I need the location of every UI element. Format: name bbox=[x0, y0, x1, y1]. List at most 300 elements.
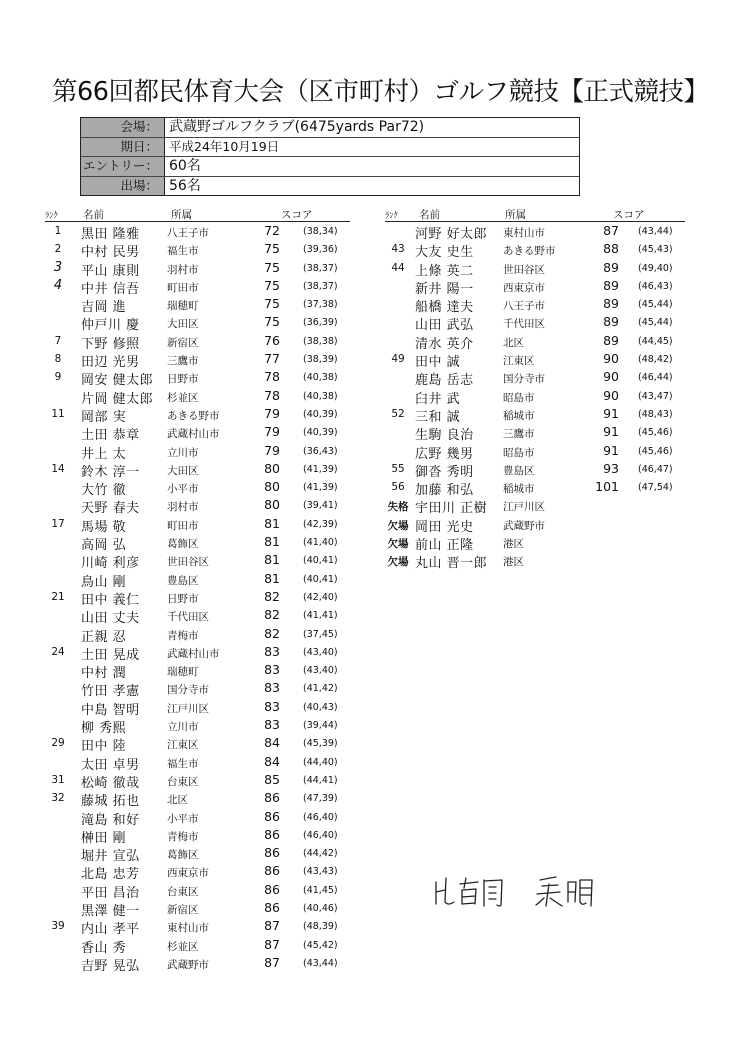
total-score: 86 bbox=[264, 808, 280, 824]
player-name: 中島 智明 bbox=[81, 702, 140, 718]
total-score: 89 bbox=[603, 332, 619, 348]
column-header bbox=[385, 207, 685, 222]
player-club: 福生市 bbox=[167, 245, 199, 258]
player-club: 稲城市 bbox=[503, 483, 535, 496]
total-score: 83 bbox=[264, 698, 280, 714]
half-scores: (47,39) bbox=[303, 793, 338, 805]
header-club: 所属 bbox=[505, 209, 526, 221]
player-club: 葛飾区 bbox=[167, 538, 199, 551]
player-name: 鈴木 淳一 bbox=[81, 464, 140, 480]
player-name: 井上 太 bbox=[81, 446, 127, 462]
info-label: 期日： bbox=[81, 138, 165, 157]
half-scores: (38,34) bbox=[303, 226, 338, 237]
player-club: 台東区 bbox=[167, 885, 199, 898]
rank-cell: 11 bbox=[51, 407, 65, 420]
result-row bbox=[385, 533, 685, 554]
total-score: 75 bbox=[264, 241, 280, 257]
player-club: 西東京市 bbox=[503, 281, 545, 294]
player-club: 国分寺市 bbox=[167, 684, 209, 697]
player-club: あきる野市 bbox=[167, 409, 220, 422]
half-scores: (49,40) bbox=[638, 262, 673, 274]
player-name: 吉野 晃弘 bbox=[81, 958, 140, 974]
player-name: 鳥山 剛 bbox=[81, 574, 127, 590]
rank-cell: 43 bbox=[391, 243, 405, 256]
player-club: 三鷹市 bbox=[167, 355, 199, 368]
total-score: 91 bbox=[603, 424, 619, 440]
player-club: 江東区 bbox=[167, 739, 199, 752]
total-score: 80 bbox=[264, 479, 280, 495]
result-row bbox=[45, 460, 350, 478]
results-list-left bbox=[45, 222, 350, 972]
player-name: 下野 修照 bbox=[81, 336, 140, 352]
total-score: 81 bbox=[264, 552, 280, 568]
half-scores: (38,37) bbox=[303, 280, 338, 292]
half-scores: (45,43) bbox=[638, 244, 673, 256]
half-scores: (45,44) bbox=[638, 317, 673, 329]
result-row bbox=[385, 222, 685, 240]
total-score: 75 bbox=[264, 259, 280, 275]
result-row bbox=[385, 442, 685, 460]
total-score: 81 bbox=[264, 515, 280, 531]
half-scores: (37,45) bbox=[303, 628, 338, 640]
half-scores: (38,39) bbox=[303, 354, 338, 366]
player-name: 土田 恭章 bbox=[81, 428, 140, 444]
player-name: 仲戸川 慶 bbox=[81, 318, 140, 334]
player-name: 平山 康則 bbox=[81, 263, 140, 279]
player-name: 柳 秀熙 bbox=[81, 721, 127, 737]
total-score: 86 bbox=[264, 845, 280, 861]
player-club: 台東区 bbox=[167, 775, 199, 788]
player-name: 馬場 敬 bbox=[81, 519, 127, 535]
half-scores: (48,43) bbox=[638, 408, 673, 420]
result-row bbox=[385, 277, 685, 295]
half-scores: (38,38) bbox=[303, 335, 338, 347]
half-scores: (36,43) bbox=[303, 445, 338, 457]
player-name: 田中 陸 bbox=[81, 739, 127, 755]
result-row bbox=[385, 259, 685, 277]
player-club: 瑞穂町 bbox=[167, 300, 199, 313]
half-scores: (46,40) bbox=[303, 811, 338, 823]
player-name: 岡安 健太郎 bbox=[81, 373, 154, 389]
header-rank: ﾗﾝｸ bbox=[385, 211, 398, 221]
total-score: 87 bbox=[264, 936, 280, 952]
result-row bbox=[45, 661, 350, 682]
header-score: スコア bbox=[281, 209, 313, 221]
half-scores: (43,40) bbox=[303, 665, 338, 677]
player-club: 千代田区 bbox=[503, 318, 545, 331]
half-scores: (43,44) bbox=[638, 226, 673, 237]
player-club: 稲城市 bbox=[503, 409, 535, 422]
result-row bbox=[45, 679, 350, 700]
half-scores: (42,39) bbox=[303, 518, 338, 530]
half-scores: (45,42) bbox=[303, 939, 338, 951]
result-row bbox=[45, 240, 350, 261]
info-row-venue bbox=[81, 118, 579, 138]
half-scores: (45,39) bbox=[303, 738, 338, 750]
player-name: 大竹 徹 bbox=[81, 483, 127, 499]
player-club: 武蔵野市 bbox=[503, 519, 545, 532]
result-row bbox=[45, 478, 350, 499]
half-scores: (46,40) bbox=[303, 829, 338, 841]
rank-cell: 3 bbox=[53, 259, 63, 275]
player-name: 黒田 隆雅 bbox=[81, 227, 140, 242]
half-scores: (41,42) bbox=[303, 683, 338, 695]
player-club: 世田谷区 bbox=[503, 263, 545, 276]
result-row bbox=[45, 753, 350, 771]
player-name: 岡田 光史 bbox=[415, 519, 474, 535]
player-club: 東村山市 bbox=[503, 227, 545, 239]
total-score: 79 bbox=[264, 405, 280, 421]
player-name: 大友 史生 bbox=[415, 245, 474, 261]
player-club: 千代田区 bbox=[167, 611, 209, 624]
half-scores: (40,43) bbox=[303, 701, 338, 713]
result-row bbox=[45, 387, 350, 405]
rank-cell: 失格 bbox=[387, 501, 409, 514]
total-score: 87 bbox=[603, 223, 619, 238]
rank-cell: 14 bbox=[51, 462, 65, 475]
player-club: 八王子市 bbox=[167, 227, 209, 239]
player-club: 日野市 bbox=[167, 373, 199, 386]
player-club: 小平市 bbox=[167, 483, 199, 496]
half-scores: (45,46) bbox=[638, 427, 673, 439]
rank-cell: 4 bbox=[53, 277, 63, 293]
player-name: 田辺 光男 bbox=[81, 355, 140, 371]
total-score: 75 bbox=[264, 277, 280, 293]
player-name: 松崎 徹哉 bbox=[81, 775, 140, 791]
result-row bbox=[45, 881, 350, 899]
player-club: 大田区 bbox=[167, 464, 199, 477]
page-title: 第66回都民体育大会（区市町村）ゴルフ競技【正式競技】 bbox=[52, 77, 709, 107]
player-name: 土田 晃成 bbox=[81, 647, 140, 663]
header-name: 名前 bbox=[419, 209, 440, 221]
total-score: 84 bbox=[264, 753, 280, 769]
half-scores: (43,44) bbox=[303, 957, 338, 969]
player-club: 北区 bbox=[503, 336, 524, 349]
player-name: 田中 義仁 bbox=[81, 592, 140, 608]
half-scores: (46,47) bbox=[638, 463, 673, 475]
result-row bbox=[45, 625, 350, 643]
player-name: 竹田 孝憲 bbox=[81, 684, 140, 700]
half-scores: (40,38) bbox=[303, 390, 338, 402]
player-name: 岡部 実 bbox=[81, 409, 127, 425]
total-score: 78 bbox=[264, 369, 280, 385]
player-club: あきる野市 bbox=[503, 245, 556, 258]
player-name: 臼井 武 bbox=[415, 391, 461, 407]
player-name: 船橋 達夫 bbox=[415, 300, 474, 316]
rank-cell: 1 bbox=[54, 225, 62, 237]
rank-cell: 8 bbox=[54, 353, 62, 366]
rank-cell: 9 bbox=[54, 371, 62, 384]
rank-cell: 32 bbox=[51, 792, 65, 805]
total-score: 83 bbox=[264, 662, 280, 678]
results-list-right bbox=[385, 222, 685, 570]
player-club: 国分寺市 bbox=[503, 373, 545, 386]
player-club: 新宿区 bbox=[167, 336, 199, 349]
result-row bbox=[45, 954, 350, 972]
half-scores: (36,39) bbox=[303, 317, 338, 329]
half-scores: (48,39) bbox=[303, 921, 338, 933]
player-name: 丸山 晋一郎 bbox=[415, 556, 488, 572]
player-club: 世田谷区 bbox=[167, 556, 209, 569]
half-scores: (38,37) bbox=[303, 262, 338, 274]
result-row bbox=[45, 588, 350, 606]
total-score: 88 bbox=[603, 241, 619, 257]
player-club: 青梅市 bbox=[167, 629, 199, 642]
total-score: 89 bbox=[603, 259, 619, 275]
player-name: 前山 正隆 bbox=[415, 538, 474, 554]
player-club: 江戸川区 bbox=[503, 501, 545, 514]
total-score: 91 bbox=[603, 442, 619, 458]
info-label: 出場： bbox=[81, 177, 165, 196]
total-score: 101 bbox=[595, 479, 619, 495]
total-score: 91 bbox=[603, 405, 619, 421]
half-scores: (40,39) bbox=[303, 427, 338, 439]
half-scores: (44,41) bbox=[303, 774, 338, 786]
total-score: 89 bbox=[603, 296, 619, 312]
results-column-right bbox=[385, 207, 685, 570]
player-club: 港区 bbox=[503, 538, 524, 551]
result-row bbox=[45, 643, 350, 661]
half-scores: (44,45) bbox=[638, 335, 673, 347]
half-scores: (44,42) bbox=[303, 848, 338, 860]
player-name: 高岡 弘 bbox=[81, 538, 127, 554]
half-scores: (45,44) bbox=[638, 299, 673, 311]
result-row bbox=[385, 295, 685, 316]
rank-cell: 52 bbox=[391, 407, 405, 420]
info-row-participants bbox=[81, 177, 579, 196]
total-score: 72 bbox=[264, 223, 280, 238]
half-scores: (40,41) bbox=[303, 573, 338, 585]
info-row-entries bbox=[81, 157, 579, 177]
result-row bbox=[45, 368, 350, 389]
total-score: 86 bbox=[264, 899, 280, 915]
result-row bbox=[45, 350, 350, 371]
player-club: 日野市 bbox=[167, 592, 199, 605]
result-row bbox=[45, 606, 350, 627]
total-score: 75 bbox=[264, 314, 280, 330]
total-score: 81 bbox=[264, 570, 280, 586]
result-row bbox=[385, 387, 685, 405]
player-club: 豊島区 bbox=[503, 464, 535, 477]
result-row bbox=[385, 313, 685, 334]
handwritten-signature bbox=[432, 872, 612, 912]
player-club: 杉並区 bbox=[167, 391, 199, 404]
player-name: 黒澤 健一 bbox=[81, 903, 140, 919]
total-score: 80 bbox=[264, 497, 280, 513]
results-column-left bbox=[45, 207, 350, 972]
player-club: 葛飾区 bbox=[167, 849, 199, 862]
half-scores: (37,38) bbox=[303, 299, 338, 311]
result-row bbox=[45, 551, 350, 572]
result-row bbox=[45, 295, 350, 316]
rank-cell: 55 bbox=[391, 462, 405, 475]
result-row bbox=[385, 478, 685, 499]
half-scores: (41,39) bbox=[303, 463, 338, 475]
total-score: 90 bbox=[603, 369, 619, 385]
rank-cell: 21 bbox=[51, 590, 65, 603]
total-score: 87 bbox=[264, 918, 280, 934]
player-name: 内山 孝平 bbox=[81, 922, 140, 938]
result-row bbox=[45, 496, 350, 517]
info-value: 56名 bbox=[169, 177, 201, 194]
player-club: 羽村市 bbox=[167, 501, 199, 514]
player-name: 御沓 秀明 bbox=[415, 464, 474, 480]
half-scores: (40,41) bbox=[303, 555, 338, 567]
player-club: 福生市 bbox=[167, 757, 199, 770]
info-value: 武蔵野ゴルフクラブ(6475yards Par72) bbox=[169, 119, 425, 135]
result-row bbox=[45, 826, 350, 844]
player-club: 港区 bbox=[503, 556, 524, 569]
player-club: 小平市 bbox=[167, 812, 199, 825]
rank-cell: 39 bbox=[51, 920, 65, 933]
rank-cell: 56 bbox=[391, 481, 405, 494]
result-row bbox=[45, 734, 350, 755]
player-club: 東村山市 bbox=[167, 922, 209, 935]
half-scores: (46,43) bbox=[638, 280, 673, 292]
player-name: 清水 英介 bbox=[415, 336, 474, 352]
player-club: 新宿区 bbox=[167, 903, 199, 916]
player-club: 立川市 bbox=[167, 721, 199, 734]
player-name: 太田 卓男 bbox=[81, 757, 140, 773]
result-row bbox=[45, 332, 350, 350]
result-row bbox=[45, 862, 350, 883]
player-name: 榊田 剛 bbox=[81, 830, 127, 846]
total-score: 87 bbox=[264, 954, 280, 970]
half-scores: (39,41) bbox=[303, 500, 338, 512]
player-name: 広野 幾男 bbox=[415, 446, 474, 462]
total-score: 82 bbox=[264, 607, 280, 623]
total-score: 75 bbox=[264, 296, 280, 312]
half-scores: (42,40) bbox=[303, 591, 338, 603]
result-row bbox=[385, 405, 685, 423]
player-club: 瑞穂町 bbox=[167, 666, 199, 679]
total-score: 83 bbox=[264, 717, 280, 733]
player-club: 江戸川区 bbox=[167, 702, 209, 715]
player-club: 武蔵野市 bbox=[167, 958, 209, 971]
result-row bbox=[45, 899, 350, 917]
rank-cell: 49 bbox=[391, 353, 405, 366]
total-score: 85 bbox=[264, 771, 280, 787]
player-name: 山田 武弘 bbox=[415, 318, 474, 334]
player-name: 吉岡 進 bbox=[81, 300, 127, 316]
result-row bbox=[385, 423, 685, 444]
rank-cell: 欠場 bbox=[387, 556, 409, 569]
result-row bbox=[45, 771, 350, 789]
total-score: 79 bbox=[264, 424, 280, 440]
rank-cell: 44 bbox=[391, 261, 405, 274]
half-scores: (40,38) bbox=[303, 372, 338, 384]
column-header bbox=[45, 207, 350, 222]
result-row bbox=[45, 936, 350, 954]
half-scores: (39,44) bbox=[303, 720, 338, 732]
player-club: 武蔵村山市 bbox=[167, 647, 220, 660]
rank-cell: 29 bbox=[51, 737, 65, 750]
half-scores: (41,41) bbox=[303, 610, 338, 622]
player-name: 滝島 和好 bbox=[81, 812, 140, 828]
total-score: 90 bbox=[603, 387, 619, 403]
half-scores: (47,54) bbox=[638, 482, 673, 494]
result-row bbox=[45, 917, 350, 938]
result-row bbox=[385, 551, 685, 572]
header-score: スコア bbox=[613, 209, 645, 221]
total-score: 83 bbox=[264, 643, 280, 659]
player-name: 上條 英二 bbox=[415, 263, 474, 279]
total-score: 79 bbox=[264, 442, 280, 458]
half-scores: (41,39) bbox=[303, 482, 338, 494]
player-club: 杉並区 bbox=[167, 940, 199, 953]
result-row bbox=[45, 405, 350, 423]
result-row bbox=[45, 222, 350, 240]
player-club: 武蔵村山市 bbox=[167, 428, 220, 441]
result-row bbox=[45, 570, 350, 588]
player-name: 香山 秀 bbox=[81, 940, 127, 956]
result-row bbox=[45, 423, 350, 444]
player-name: 川崎 利彦 bbox=[81, 556, 140, 572]
total-score: 80 bbox=[264, 460, 280, 476]
rank-cell: 24 bbox=[51, 645, 65, 658]
player-club: 江東区 bbox=[503, 355, 535, 368]
info-row-date bbox=[81, 138, 579, 158]
result-row bbox=[45, 259, 350, 277]
half-scores: (41,45) bbox=[303, 884, 338, 896]
player-club: 八王子市 bbox=[503, 300, 545, 313]
rank-cell: 7 bbox=[54, 334, 62, 347]
player-name: 堀井 宣弘 bbox=[81, 849, 140, 865]
info-label: エントリー： bbox=[81, 157, 165, 176]
info-label: 会場： bbox=[81, 118, 165, 137]
player-club: 立川市 bbox=[167, 446, 199, 459]
player-name: 中村 潤 bbox=[81, 666, 127, 682]
player-name: 天野 春夫 bbox=[81, 501, 140, 517]
info-value: 60名 bbox=[169, 158, 201, 175]
player-club: 町田市 bbox=[167, 281, 199, 294]
player-name: 三和 誠 bbox=[415, 409, 461, 425]
half-scores: (40,39) bbox=[303, 408, 338, 420]
player-name: 北島 忠芳 bbox=[81, 867, 140, 883]
player-club: 北区 bbox=[167, 794, 188, 807]
player-name: 生駒 良治 bbox=[415, 428, 474, 444]
total-score: 84 bbox=[264, 735, 280, 751]
header-club: 所属 bbox=[171, 209, 192, 221]
result-row bbox=[45, 789, 350, 810]
total-score: 89 bbox=[603, 277, 619, 293]
result-row bbox=[45, 533, 350, 554]
player-club: 昭島市 bbox=[503, 391, 535, 404]
total-score: 89 bbox=[603, 314, 619, 330]
result-row bbox=[385, 460, 685, 478]
result-row bbox=[45, 277, 350, 295]
total-score: 93 bbox=[603, 460, 619, 476]
result-row bbox=[45, 844, 350, 865]
player-name: 正親 忍 bbox=[81, 629, 127, 645]
total-score: 86 bbox=[264, 790, 280, 806]
rank-cell: 欠場 bbox=[387, 519, 409, 532]
player-club: 大田区 bbox=[167, 318, 199, 331]
player-club: 羽村市 bbox=[167, 263, 199, 276]
result-row bbox=[45, 515, 350, 533]
rank-cell: 17 bbox=[51, 517, 65, 530]
total-score: 81 bbox=[264, 534, 280, 550]
event-info-table bbox=[80, 117, 580, 196]
half-scores: (48,42) bbox=[638, 354, 673, 366]
rank-cell: 31 bbox=[51, 773, 65, 786]
player-club: 町田市 bbox=[167, 519, 199, 532]
result-row bbox=[385, 515, 685, 533]
result-row bbox=[385, 240, 685, 261]
player-name: 片岡 健太郎 bbox=[81, 391, 154, 407]
half-scores: (44,40) bbox=[303, 756, 338, 768]
player-club: 三鷹市 bbox=[503, 428, 535, 441]
